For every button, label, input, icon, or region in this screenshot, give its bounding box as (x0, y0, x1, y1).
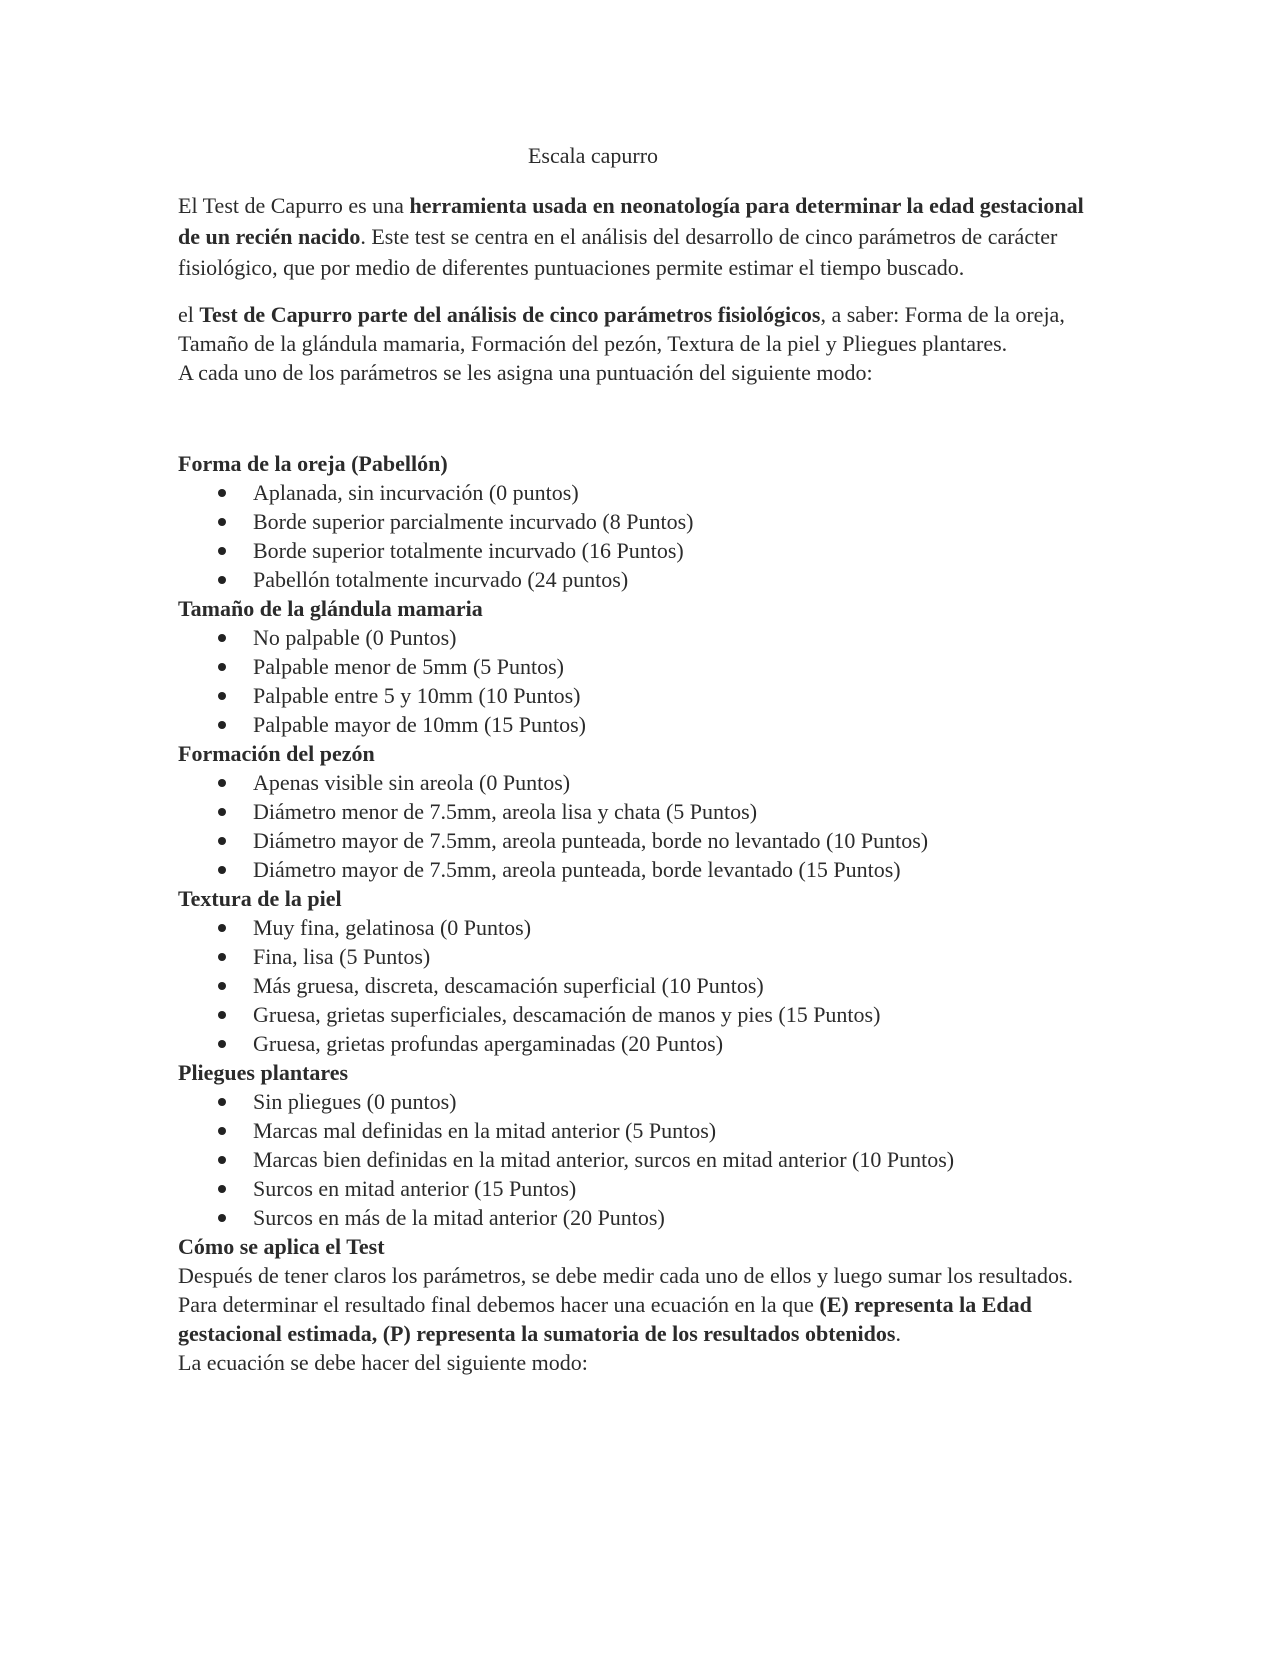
application-text-1: Después de tener claros los parámetros, se debe medir cada uno de ellos y luego sumar los resultados. Para determinar el resultado final debemos hacer una ecuación en la que (178, 1263, 1074, 1317)
spacer (178, 387, 1108, 449)
section-list (178, 1087, 1108, 1232)
list-item: Borde superior parcialmente incurvado (8 Puntos) (178, 507, 1108, 536)
list-item: Gruesa, grietas superficiales, descamación de manos y pies (15 Puntos) (178, 1000, 1108, 1029)
list-item: Apenas visible sin areola (0 Puntos) (178, 768, 1108, 797)
section-mammary (178, 594, 1108, 739)
list-item: Surcos en mitad anterior (15 Puntos) (178, 1174, 1108, 1203)
intro-text-1: El Test de Capurro es una (178, 193, 410, 218)
params-line-2: A cada uno de los parámetros se les asigna una puntuación del siguiente modo: (178, 360, 873, 385)
list-item: Marcas mal definidas en la mitad anterior (5 Puntos) (178, 1116, 1108, 1145)
section-application (178, 1232, 1108, 1377)
application-text-2: . (895, 1321, 901, 1346)
section-plantar (178, 1058, 1108, 1232)
list-item: Diámetro mayor de 7.5mm, areola punteada, borde levantado (15 Puntos) (178, 855, 1108, 884)
list-item: Gruesa, grietas profundas apergaminadas (20 Puntos) (178, 1029, 1108, 1058)
section-skin (178, 884, 1108, 1058)
section-title: Tamaño de la glándula mamaria (178, 596, 483, 621)
section-title: Formación del pezón (178, 741, 375, 766)
section-list (178, 913, 1108, 1058)
list-item: Marcas bien definidas en la mitad anterior, surcos en mitad anterior (10 Puntos) (178, 1145, 1108, 1174)
intro-bold: herramienta usada en neonatología para determinar la edad gestacional de un recién nacido (178, 193, 1084, 249)
section-list (178, 768, 1108, 884)
section-title: Textura de la piel (178, 886, 342, 911)
list-item: Palpable entre 5 y 10mm (10 Puntos) (178, 681, 1108, 710)
section-list (178, 623, 1108, 739)
application-line-2: La ecuación se debe hacer del siguiente modo: (178, 1350, 588, 1375)
document-page (178, 140, 1108, 1377)
list-item: Fina, lisa (5 Puntos) (178, 942, 1108, 971)
application-bold: (E) representa la Edad gestacional estimada, (P) representa la sumatoria de los resultados obtenidos (178, 1292, 1032, 1346)
list-item: Muy fina, gelatinosa (0 Puntos) (178, 913, 1108, 942)
document-title: Escala capurro (527, 143, 659, 168)
section-ear (178, 449, 1108, 594)
list-item: No palpable (0 Puntos) (178, 623, 1108, 652)
section-title: Cómo se aplica el Test (178, 1234, 385, 1259)
list-item: Más gruesa, discreta, descamación superficial (10 Puntos) (178, 971, 1108, 1000)
params-bold: Test de Capurro parte del análisis de cinco parámetros fisiológicos (199, 302, 821, 327)
params-paragraph (178, 300, 1108, 358)
application-paragraph (178, 1261, 1108, 1348)
section-nipple (178, 739, 1108, 884)
list-item: Palpable menor de 5mm (5 Puntos) (178, 652, 1108, 681)
list-item: Sin pliegues (0 puntos) (178, 1087, 1108, 1116)
section-title: Forma de la oreja (Pabellón) (178, 451, 448, 476)
params-text-1: el (178, 302, 200, 327)
list-item: Pabellón totalmente incurvado (24 puntos) (178, 565, 1108, 594)
list-item: Palpable mayor de 10mm (15 Puntos) (178, 710, 1108, 739)
section-title: Pliegues plantares (178, 1060, 349, 1085)
list-item: Diámetro menor de 7.5mm, areola lisa y chata (5 Puntos) (178, 797, 1108, 826)
section-list (178, 478, 1108, 594)
list-item: Aplanada, sin incurvación (0 puntos) (178, 478, 1108, 507)
list-item: Surcos en más de la mitad anterior (20 Puntos) (178, 1203, 1108, 1232)
list-item: Diámetro mayor de 7.5mm, areola punteada, borde no levantado (10 Puntos) (178, 826, 1108, 855)
intro-text-2: . Este test se centra en el análisis del desarrollo de cinco parámetros de carácter fisiológico, que por medio de diferentes puntuaciones permite estimar el tiempo buscado. (178, 224, 1058, 280)
list-item: Borde superior totalmente incurvado (16 Puntos) (178, 536, 1108, 565)
params-text-2: , a saber: Forma de la oreja, Tamaño de la glándula mamaria, Formación del pezón, Textura de la piel y Pliegues plantares. (178, 302, 1065, 356)
intro-paragraph (178, 190, 1108, 283)
